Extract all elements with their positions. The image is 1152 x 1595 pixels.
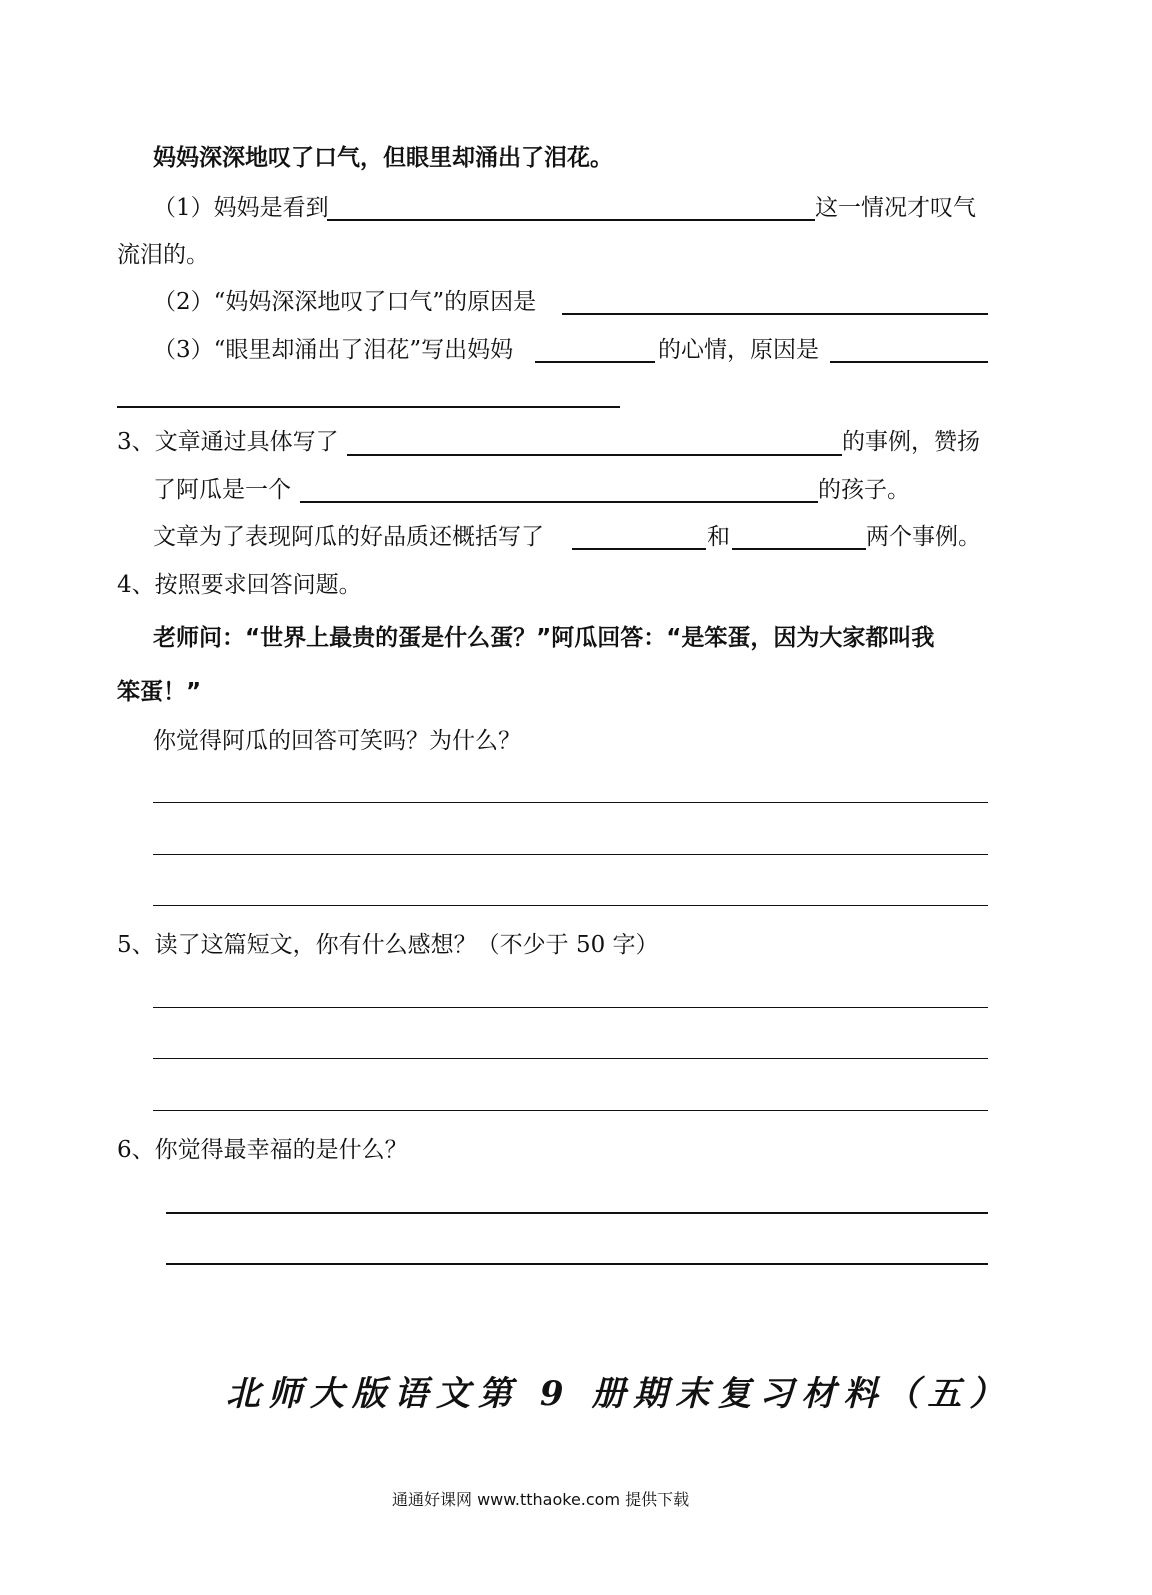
q2-sub1-blank[interactable] xyxy=(327,219,815,221)
q5-answer-line-2[interactable] xyxy=(153,1058,988,1059)
q4-answer-line-3[interactable] xyxy=(153,905,988,906)
q2-sub2-text: （2）“妈妈深深地叹了口气”的原因是 xyxy=(153,289,537,315)
q2-sub3-text-mid: 的心情，原因是 xyxy=(658,337,819,363)
section-title: 北师大版语文第 9 册期末复习材料（五） xyxy=(226,1374,1012,1414)
q2-sub2-blank[interactable] xyxy=(562,313,988,315)
q6-answer-line-1[interactable] xyxy=(166,1212,988,1214)
q2-sub3-blank-reason-cont[interactable] xyxy=(117,406,620,408)
q3-line3-after: 两个事例。 xyxy=(866,524,981,550)
q3-blank-example1[interactable] xyxy=(572,548,706,550)
q2-sub1-text: （1）妈妈是看到 xyxy=(153,195,329,221)
q3-line2-text: 了阿瓜是一个 xyxy=(153,477,291,503)
q4-quote-line1: 老师问：“世界上最贵的蛋是什么蛋？”阿瓜回答：“是笨蛋，因为大家都叫我 xyxy=(153,625,935,651)
q5-answer-line-1[interactable] xyxy=(153,1007,988,1008)
q3-line1-after: 的事例，赞扬 xyxy=(842,429,980,455)
q2-sub1-wrap: 流泪的。 xyxy=(117,242,209,268)
q2-sub3-text: （3）“眼里却涌出了泪花”写出妈妈 xyxy=(153,337,514,363)
q2-sub1-text-after: 这一情况才叹气 xyxy=(815,195,976,221)
q3-blank-example2[interactable] xyxy=(732,548,866,550)
q3-blank-events[interactable] xyxy=(347,454,842,456)
q3-line3-mid: 和 xyxy=(707,524,730,550)
q4-quote-line2: 笨蛋！” xyxy=(117,679,202,705)
q4-answer-line-2[interactable] xyxy=(153,854,988,855)
q3-blank-character[interactable] xyxy=(300,501,818,503)
q5-prompt: 5、读了这篇短文，你有什么感想？（不少于 50 字） xyxy=(117,932,659,958)
q3-line1-text: 3、文章通过具体写了 xyxy=(117,429,339,455)
q5-answer-line-3[interactable] xyxy=(153,1110,988,1111)
passage-sentence: 妈妈深深地叹了口气，但眼里却涌出了泪花。 xyxy=(153,145,613,171)
q6-prompt: 6、你觉得最幸福的是什么？ xyxy=(117,1137,408,1163)
q3-line3-text: 文章为了表现阿瓜的好品质还概括写了 xyxy=(153,524,544,550)
q6-answer-line-2[interactable] xyxy=(166,1263,988,1265)
q3-line2-after: 的孩子。 xyxy=(818,477,910,503)
page-footer: 通通好课网 www.tthaoke.com 提供下载 xyxy=(392,1490,690,1509)
q2-sub3-blank-feeling[interactable] xyxy=(535,361,655,363)
q4-question: 你觉得阿瓜的回答可笑吗？为什么？ xyxy=(153,728,521,754)
q2-sub3-blank-reason[interactable] xyxy=(830,361,988,363)
q4-prompt: 4、按照要求回答问题。 xyxy=(117,572,362,598)
q4-answer-line-1[interactable] xyxy=(153,802,988,803)
